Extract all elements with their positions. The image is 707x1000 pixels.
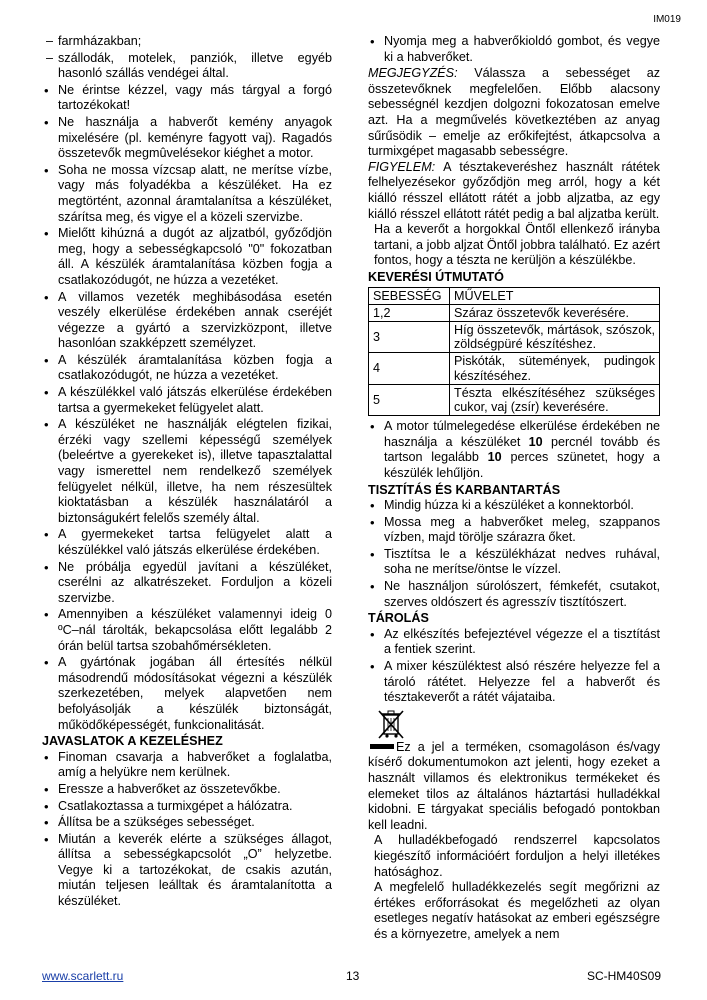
warning-text: A tésztakeveréshez használt rátétek felhelyezésekor győződjön meg arról, hogy a két kiálló résszel ellátott rátét a jobb aljzatba, az egy kiálló résszel ellátott rátét pedig a bal aljzatba került. bbox=[368, 159, 660, 221]
list-item: • Csatlakoztassa a turmixgépet a hálózatra. bbox=[42, 799, 332, 815]
overheat-minutes-1: 10 bbox=[528, 434, 543, 449]
list-item: • Mindig húzza ki a készüléket a konnektorból. bbox=[368, 498, 660, 514]
list-item: • Az elkészítés befejeztével végezze el a tisztítást a fentiek szerint. bbox=[368, 627, 660, 658]
dash-list bbox=[42, 34, 332, 82]
table-row bbox=[369, 353, 660, 384]
list-item: • Ne próbálja egyedül javítani a készüléket, cserélni az alkatrészeket. Forduljon a közeli szervizbe. bbox=[42, 560, 332, 607]
list-item: • Ne érintse kézzel, vagy más tárgyal a forgó tartozékokat! bbox=[42, 83, 332, 114]
table-cell-speed: 3 bbox=[369, 321, 450, 352]
list-item: • Eressze a habverőket az összetevőkbe. bbox=[42, 782, 332, 798]
weee-paragraph-3: A megfelelő hulladékkezelés segít megőrizni az értékes erőforrásokat és megelőzheti az olyan esetleges negatív hatásokat az emberi egészségre és a környezetre, amelyek a nem bbox=[374, 880, 660, 941]
list-item: – farmházakban; bbox=[42, 34, 332, 50]
table-cell-operation: Tészta elkészítéséhez szükséges cukor, vaj (zsír) keverésére. bbox=[450, 384, 660, 415]
list-item: • A készülékkel való játszás elkerülése érdekében tartsa a gyermekeket felügyelet alatt. bbox=[42, 385, 332, 416]
model-number: SC-HM40S09 bbox=[586, 969, 661, 983]
footer-website-link[interactable]: www.scarlett.ru bbox=[42, 969, 124, 983]
list-item bbox=[368, 419, 660, 481]
left-column bbox=[42, 34, 332, 911]
overheat-list bbox=[368, 419, 660, 481]
weee-section bbox=[368, 708, 660, 943]
cleaning-list bbox=[368, 498, 660, 610]
list-item: • Ne használja a habverőt kemény anyagok mixelésére (pl. keményre fagyott vaj). Ragadós összetevők megmûvelésekor kiéghet a motor. bbox=[42, 115, 332, 162]
list-item: • A készülék áramtalanítása közben fogja a csatlakozódugót, ne húzza a vezetéket. bbox=[42, 353, 332, 384]
table-cell-speed: 4 bbox=[369, 353, 450, 384]
overheat-minutes-2: 10 bbox=[487, 450, 502, 465]
list-item: – szállodák, motelek, panziók, illetve egyéb hasonló szállás vendégei által. bbox=[42, 51, 332, 82]
list-item: • Finoman csavarja a habverőket a foglalatba, amíg a helyükre nem kerülnek. bbox=[42, 750, 332, 781]
warning-paragraph bbox=[368, 160, 660, 222]
safety-list bbox=[42, 83, 332, 733]
storage-heading: TÁROLÁS bbox=[368, 611, 429, 626]
release-list bbox=[368, 34, 660, 65]
list-item: • Miután a keverék elérte a szükséges állagot, állítsa a sebességkapcsolót „O” helyzetbe. Vegye ki a tartozékokat, de csakis azután, miután teljesen leálltak és áramtalanította a készüléket. bbox=[42, 832, 332, 910]
list-item: • Amennyiben a készüléket valamennyi ideig 0 ºC–nál tárolták, bekapcsolása előtt legalább 2 órán belül tartsa szobahőmérsékleten. bbox=[42, 607, 332, 654]
list-item: • A gyártónak jogában áll értesítés nélkül másodrendű módosításokat végezni a készülék szerkezetében, melyek alapvetően nem befolyásolják a készülék biztonságát, működőképességét, funkcionalitását. bbox=[42, 655, 332, 733]
storage-list bbox=[368, 627, 660, 706]
list-item: • Ne használjon súrolószert, fémkefét, csutakot, szerves oldószert és agresszív tisztítószert. bbox=[368, 579, 660, 610]
page-number: 13 bbox=[346, 969, 360, 983]
usage-heading: JAVASLATOK A KEZELÉSHEZ bbox=[42, 734, 223, 749]
weee-paragraph-2: A hulladékbefogadó rendszerrel kapcsolatos kiegészítő információért forduljon a helyi illetékes hatósághoz. bbox=[374, 833, 660, 879]
note-text: Válassza a sebességet az összetevőknek megfelelően. Előbb alacsony sebességnél kezdjen dolgozni fokozatosan emelve azt. Ha a megművelés következtében az anyag sűrűsödik – emelje az erőkifejtést, átkapcsolva a turmixgépet magasabb sebességre. bbox=[368, 66, 660, 159]
table-header-operation: MŰVELET bbox=[450, 287, 660, 304]
list-item: • Tisztítsa le a készülékházat nedves ruhával, soha ne merítse/öntse le vízzel. bbox=[368, 547, 660, 578]
weee-paragraph-1 bbox=[368, 740, 660, 834]
right-column bbox=[368, 34, 660, 943]
list-item: • Mossa meg a habverőket meleg, szappanos vízben, majd törölje szárazra őket. bbox=[368, 515, 660, 546]
mixing-heading: KEVERÉSI ÚTMUTATÓ bbox=[368, 269, 504, 284]
warning-label: FIGYELEM: bbox=[368, 159, 436, 174]
table-cell-operation: Száraz összetevők keverésére. bbox=[450, 304, 660, 321]
table-row bbox=[369, 384, 660, 415]
crossed-bin-icon bbox=[376, 708, 406, 740]
overheat-text-2: percnél tovább és tartson legalább bbox=[384, 434, 660, 465]
table-row bbox=[369, 321, 660, 352]
table-cell-speed: 5 bbox=[369, 384, 450, 415]
table-header-row bbox=[369, 287, 660, 304]
list-item: • A gyermekeket tartsa felügyelet alatt a készülékkel való játszás elkerülése érdekében. bbox=[42, 527, 332, 558]
table-cell-operation: Piskóták, sütemények, pudingok készítéséhez. bbox=[450, 353, 660, 384]
note-label: MEGJEGYZÉS: bbox=[368, 66, 458, 81]
table-cell-speed: 1,2 bbox=[369, 304, 450, 321]
table-cell-operation: Híg összetevők, mártások, szószok, zöldségpüré készítéshez. bbox=[450, 321, 660, 352]
table-header-speed: SEBESSÉG bbox=[369, 287, 450, 304]
page-code: IM019 bbox=[653, 14, 681, 25]
overheat-text-3: perces szünetet, hogy a készülék lehűljön. bbox=[384, 450, 660, 480]
list-item: • Soha ne mossa vízcsap alatt, ne merítse vízbe, vagy más folyadékba a készüléket. Ha ez megtörtént, azonnal áramtalanítsa a készüléket, szárítsa meg, és vigye el a közeli szervizbe. bbox=[42, 163, 332, 225]
weee-bar-icon bbox=[370, 744, 394, 749]
cleaning-heading: TISZTÍTÁS ÉS KARBANTARTÁS bbox=[368, 482, 561, 497]
weee-text: Ez a jel a terméken, csomagoláson és/vagy kísérő dokumentumokon azt jelenti, hogy ezeket a használt villamos és elektronikus termékeket és elemeket tilos az általános háztartási hulladékkal kidobni. E tárgyakat speciális befogadó pontokban kell leadni. bbox=[368, 739, 660, 832]
note-paragraph bbox=[368, 66, 660, 160]
list-item: • A villamos vezeték meghibásodása esetén veszély elkerülése érdekében annak cseréjét végezze a gyártó a szervizközpont, illetve hasonlóan szakképzett személyzet. bbox=[42, 290, 332, 352]
table-row bbox=[369, 304, 660, 321]
list-item: • Nyomja meg a habverőkioldó gombot, és vegye ki a habverőket. bbox=[368, 34, 660, 65]
list-item: • Mielőtt kihúzná a dugót az aljzatból, győződjön meg, hogy a sebességkapcsoló "0" fokozatban áll. A készülék áramtalanítása közben fogja a csatlakozódugót, ne húzza a vezetéket. bbox=[42, 226, 332, 288]
list-item: • A mixer készüléktest alsó részére helyezze fel a tároló rátétet. Helyezze fel a habverőt és tésztakeverőt a rátét vájataiba. bbox=[368, 659, 660, 706]
speed-table bbox=[368, 287, 660, 417]
usage-list bbox=[42, 750, 332, 910]
warning-paragraph-2: Ha a keverőt a horgokkal Öntől ellenkező irányba tartani, a jobb aljzat Öntől jobbra található. Ez azért fontos, hogy a tészta ne kerüljön a készülékbe. bbox=[374, 222, 660, 268]
overheat-text-1: A motor túlmelegedése elkerülése érdekében ne használja a készüléket bbox=[384, 419, 660, 449]
list-item: • Állítsa be a szükséges sebességet. bbox=[42, 815, 332, 831]
list-item: • A készüléket ne használják elégtelen fizikai, érzéki vagy szellemi képességű személyek (beleértve a gyerekeket is), illetve tapasztalattal vagy ismerettel nem rendelkező személyek felügyelet nélkül, illetve, ha nem részesültek kioktatásban a készülék használatáról a biztonságukért felelős személy által. bbox=[42, 417, 332, 526]
